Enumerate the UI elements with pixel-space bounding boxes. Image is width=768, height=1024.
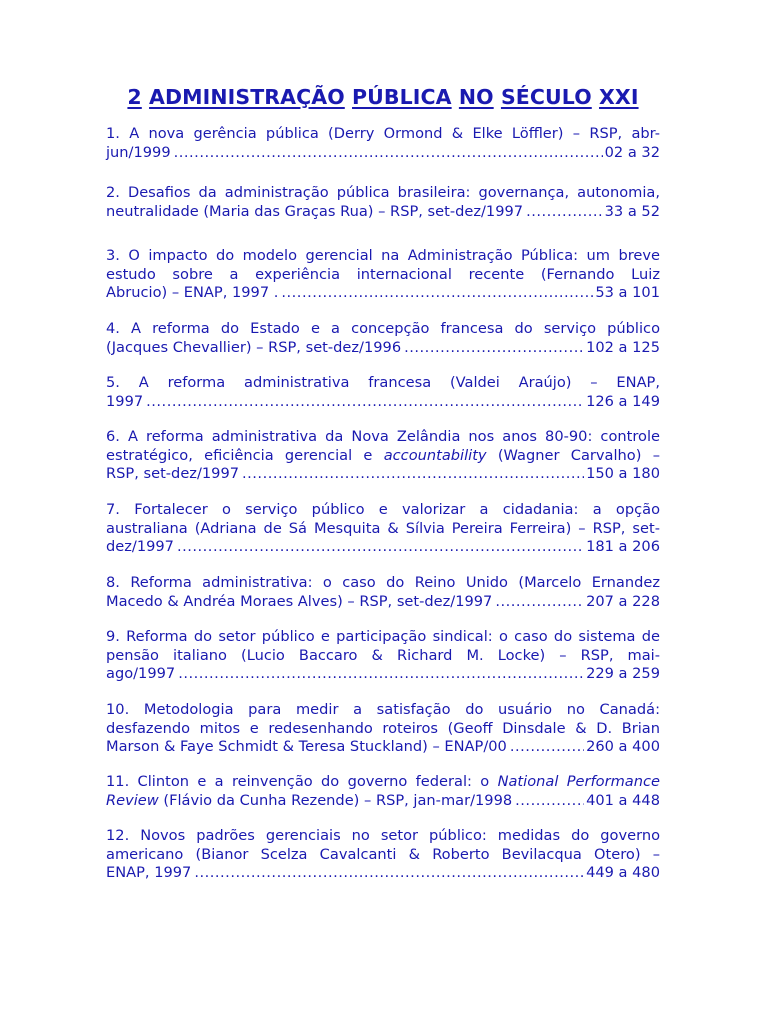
page-range: 126 a 149 bbox=[586, 392, 660, 410]
page-range: 150 a 180 bbox=[586, 465, 660, 483]
table-of-contents bbox=[106, 84, 660, 882]
entry-text: 12. Novos padrões gerenciais no setor público: medidas do governo bbox=[106, 827, 660, 844]
entry-text: 11. Clinton e a reinvenção do governo federal: o National Performance bbox=[106, 773, 660, 790]
page-range: 207 a 228 bbox=[586, 592, 660, 610]
toc-entry-11 bbox=[106, 773, 660, 810]
entry-text: Abrucio) – ENAP, 1997 . bbox=[106, 284, 279, 302]
page-range: 229 a 259 bbox=[586, 665, 660, 683]
entry-text: (Jacques Chevallier) – RSP, set-dez/1996 bbox=[106, 338, 402, 356]
leader-dots bbox=[510, 738, 584, 757]
toc-entry-1 bbox=[106, 125, 660, 162]
emphasis-term: accountability bbox=[383, 446, 487, 464]
entry-text: estratégico, eficiência gerencial e accountability (Wagner Carvalho) – bbox=[106, 446, 660, 464]
entry-text: 3. O impacto do modelo gerencial na Administração Pública: um breve bbox=[106, 247, 660, 264]
leader-dots bbox=[281, 284, 593, 303]
page-range: 33 a 52 bbox=[604, 202, 660, 220]
page-range: 02 a 32 bbox=[604, 143, 660, 161]
entry-text: dez/1997 bbox=[106, 538, 174, 556]
leader-dots bbox=[495, 593, 584, 612]
entry-text: Macedo & Andréa Moraes Alves) – RSP, set-dez/1997 bbox=[106, 592, 493, 610]
entry-text: 8. Reforma administrativa: o caso do Reino Unido (Marcelo Ernandez bbox=[106, 574, 660, 591]
toc-entry-9 bbox=[106, 628, 660, 684]
entry-text: 9. Reforma do setor público e participação sindical: o caso do sistema de bbox=[106, 628, 660, 645]
entry-text: 4. A reforma do Estado e a concepção francesa do serviço público bbox=[106, 320, 660, 337]
entry-text: 1. A nova gerência pública (Derry Ormond & Elke Löffler) – RSP, abr- bbox=[106, 125, 660, 142]
entry-text: Review (Flávio da Cunha Rezende) – RSP, jan-mar/1998 bbox=[106, 791, 513, 809]
leader-dots bbox=[177, 538, 584, 557]
toc-entry-5 bbox=[106, 374, 660, 411]
entry-text: ENAP, 1997 bbox=[106, 864, 192, 882]
leader-dots bbox=[404, 339, 584, 358]
page-range: 53 a 101 bbox=[595, 284, 660, 302]
entry-text: RSP, set-dez/1997 bbox=[106, 465, 240, 483]
entry-text: 10. Metodologia para medir a satisfação do usuário no Canadá: bbox=[106, 701, 660, 718]
leader-dots bbox=[526, 203, 603, 222]
entry-text: estudo sobre a experiência internacional recente (Fernando Luiz bbox=[106, 265, 660, 283]
entry-text: 7. Fortalecer o serviço público e valorizar a cidadania: a opção bbox=[106, 501, 660, 518]
title-word-5: XXI bbox=[599, 85, 639, 109]
page-range: 260 a 400 bbox=[586, 738, 660, 756]
title-word-4: SÉCULO bbox=[500, 85, 592, 109]
page-range: 181 a 206 bbox=[586, 538, 660, 556]
toc-entry-3 bbox=[106, 247, 660, 303]
entry-text: Marson & Faye Schmidt & Teresa Stuckland) – ENAP/00 bbox=[106, 738, 507, 756]
entry-text: americano (Bianor Scelza Cavalcanti & Roberto Bevilacqua Otero) – bbox=[106, 845, 660, 863]
leader-dots bbox=[178, 665, 584, 684]
leader-dots bbox=[146, 393, 584, 412]
entry-text: 5. A reforma administrativa francesa (Valdei Araújo) – ENAP, bbox=[106, 374, 660, 391]
entry-text: pensão italiano (Lucio Baccaro & Richard M. Locke) – RSP, mai- bbox=[106, 646, 660, 664]
entry-text: neutralidade (Maria das Graças Rua) – RSP, set-dez/1997 bbox=[106, 202, 524, 220]
section-title bbox=[106, 84, 660, 111]
title-word-2: PÚBLICA bbox=[352, 85, 452, 109]
leader-dots bbox=[174, 144, 603, 163]
toc-entry-4 bbox=[106, 320, 660, 357]
leader-dots bbox=[242, 465, 584, 484]
toc-entry-8 bbox=[106, 574, 660, 611]
entry-text: jun/1999 bbox=[106, 143, 171, 161]
toc-entry-10 bbox=[106, 701, 660, 757]
entry-text: ago/1997 bbox=[106, 665, 176, 683]
page-range: 401 a 448 bbox=[586, 791, 660, 809]
entry-text: 6. A reforma administrativa da Nova Zelândia nos anos 80-90: controle bbox=[106, 428, 660, 445]
entry-text: 1997 bbox=[106, 392, 144, 410]
toc-entry-7 bbox=[106, 501, 660, 557]
leader-dots bbox=[515, 792, 584, 811]
title-word-1: ADMINISTRAÇÃO bbox=[149, 85, 345, 109]
entry-text: 2. Desafios da administração pública brasileira: governança, autonomia, bbox=[106, 184, 660, 201]
page-range: 102 a 125 bbox=[586, 338, 660, 356]
emphasis-term: National Performance bbox=[497, 773, 660, 790]
title-number: 2 bbox=[127, 85, 142, 109]
toc-entry-2 bbox=[106, 184, 660, 221]
title-word-3: NO bbox=[458, 85, 494, 109]
toc-entry-6 bbox=[106, 428, 660, 484]
entry-text: australiana (Adriana de Sá Mesquita & Sílvia Pereira Ferreira) – RSP, set- bbox=[106, 519, 660, 537]
page-range: 449 a 480 bbox=[586, 864, 660, 882]
entry-text: desfazendo mitos e redesenhando roteiros (Geoff Dinsdale & D. Brian bbox=[106, 719, 660, 737]
leader-dots bbox=[194, 864, 584, 883]
toc-entry-12 bbox=[106, 827, 660, 883]
